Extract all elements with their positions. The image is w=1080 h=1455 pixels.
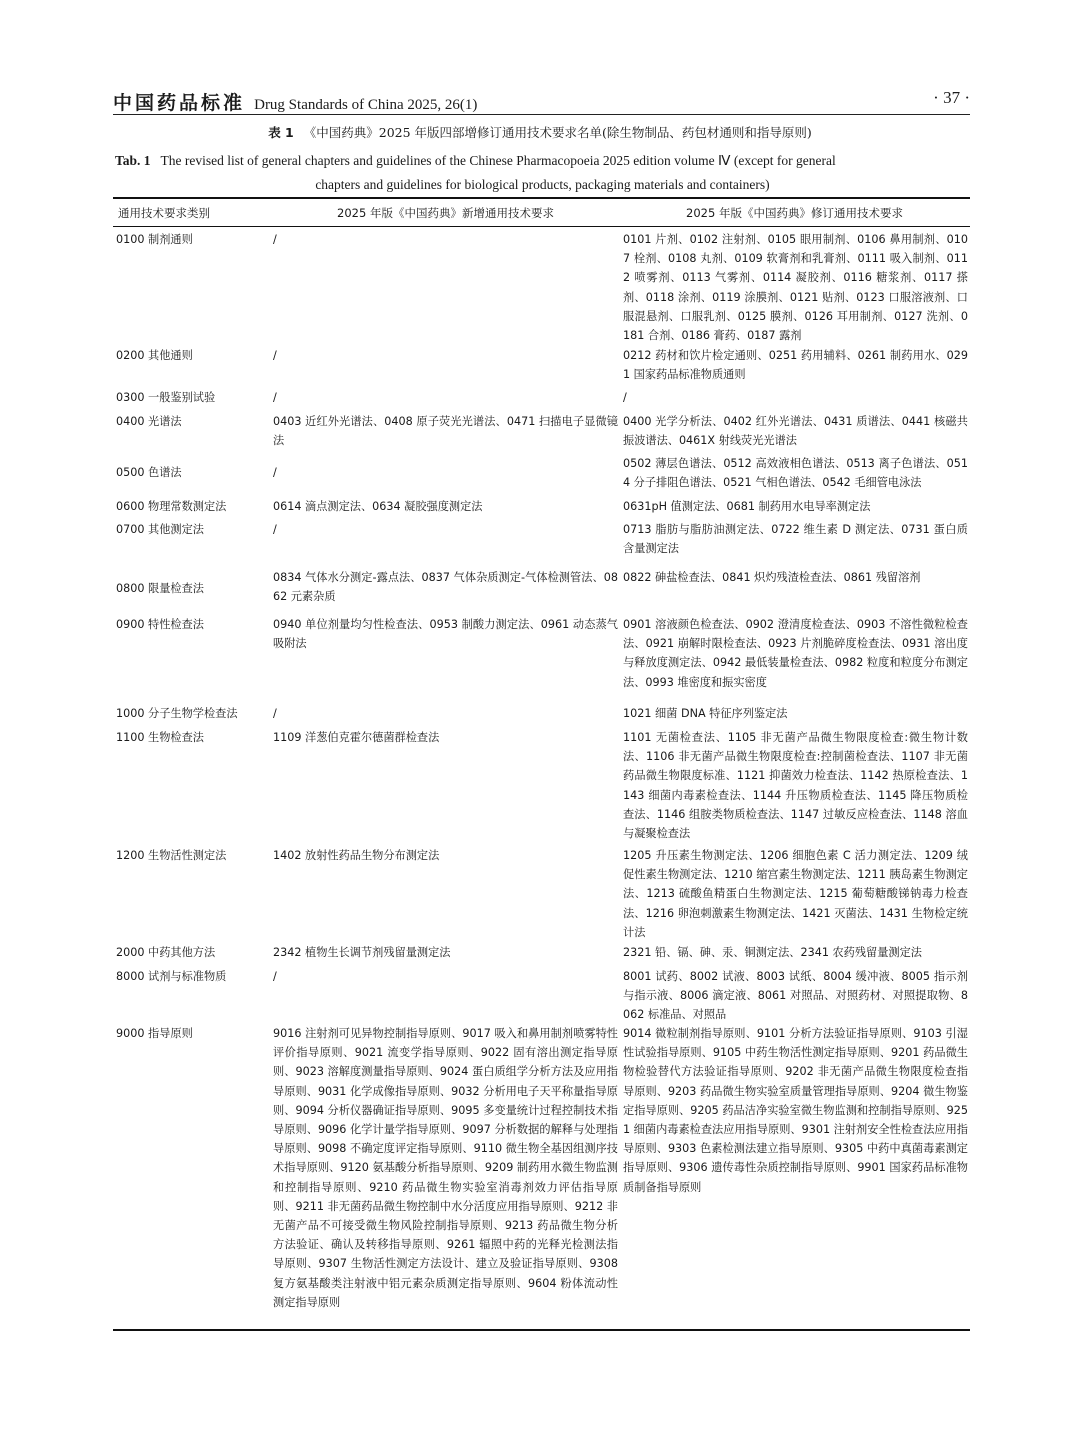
table-label-cn: 表 1	[268, 125, 294, 140]
row-7-revised: 0822 砷盐检查法、0841 炽灼残渣检查法、0861 残留溶剂	[623, 571, 921, 584]
column-header-category: 通用技术要求类别	[118, 206, 210, 220]
row-8-added: 0940 单位剂量均匀性检查法、0953 制酸力测定法、0961 动态蒸气吸附法	[273, 618, 618, 651]
row-13-revised: 8001 试药、8002 试液、8003 试纸、8004 缓冲液、8005 指示剂与指示液、8006 滴定液、8061 对照品、对照药材、对照提取物、8062 标准品、对照品	[623, 970, 968, 1022]
row-2-category: 0300 一般鉴别试验	[116, 391, 216, 404]
row-7-category: 0800 限量检查法	[116, 582, 204, 595]
table-title-en-line2: chapters and guidelines for biological products, packaging materials and containers)	[315, 177, 770, 192]
table-title-en-line1: The revised list of general chapters and guidelines of the Chinese Pharmacopoeia 2025 edition volume Ⅳ (except for general	[160, 153, 836, 168]
table-header-rule	[113, 226, 970, 227]
row-1-category: 0200 其他通则	[116, 349, 193, 362]
row-1-revised: 0212 药材和饮片检定通则、0251 药用辅料、0261 制药用水、0291 国家药品标准物质通则	[623, 349, 968, 382]
journal-title-en: Drug Standards of China 2025, 26(1)	[254, 97, 478, 113]
table-caption-cn	[0, 123, 1080, 141]
row-5-revised: 0631pH 值测定法、0681 制药用水电导率测定法	[623, 500, 871, 513]
row-4-revised: 0502 薄层色谱法、0512 高效液相色谱法、0513 离子色谱法、0514 分子排阻色谱法、0521 气相色谱法、0542 毛细管电泳法	[623, 457, 968, 490]
row-12-category: 2000 中药其他方法	[116, 946, 216, 959]
table-top-rule	[113, 197, 970, 199]
row-12-added: 2342 植物生长调节剂残留量测定法	[273, 946, 451, 959]
row-3-added: 0403 近红外光谱法、0408 原子荧光光谱法、0471 扫描电子显微镜法	[273, 415, 618, 448]
row-11-category: 1200 生物活性测定法	[116, 849, 227, 862]
row-10-added: 1109 洋葱伯克霍尔德菌群检查法	[273, 731, 440, 744]
column-header-added: 2025 年版《中国药典》新增通用技术要求	[337, 206, 554, 220]
row-0-category: 0100 制剂通则	[116, 233, 193, 246]
row-1-added: /	[273, 349, 277, 362]
row-2-revised: /	[623, 391, 627, 404]
row-13-added: /	[273, 970, 277, 983]
row-13-category: 8000 试剂与标准物质	[116, 970, 227, 983]
row-4-added: /	[273, 466, 277, 479]
row-4-category: 0500 色谱法	[116, 466, 182, 479]
journal-title	[113, 88, 477, 115]
row-14-added: 9016 注射剂可见异物控制指导原则、9017 吸入和鼻用制剂喷雾特性评价指导原则、9021 流变学指导原则、9022 固有溶出测定指导原则、9023 溶解度测量指导原则、9024 蛋白质组学分析方法及应用指导原则、9031 化学成像指导原则、9032 分析用电子天平称量指导原则、9094 分析仪器确证指导原则、9095 多变量统计过程控制技术指导原则、9096 化学计量学指导原则、9097 分析数据的解释与处理指导原则、9098 不确定度评定指导原则、9110 微生物全基因组测序技术指导原则、9120 氨基酸分析指导原则、9209 制药用水微生物监测和控制指导原则、9210 药品微生物实验室消毒剂效力评估指导原则、9211 非无菌药品微生物控制中水分活度应用指导原则、9212 非无菌产品不可接受微生物风险控制指导原则、9213 药品微生物分析方法验证、确认及转移指导原则、9261 辐照中药的光释光检测法指导原则、9307 生物活性测定方法设计、建立及验证指导原则、9308 复方氨基酸类注射液中铝元素杂质测定指导原则、9604 粉体流动性测定指导原则	[273, 1027, 618, 1309]
row-12-revised: 2321 铅、镉、砷、汞、铜测定法、2341 农药残留量测定法	[623, 946, 922, 959]
row-9-category: 1000 分子生物学检查法	[116, 707, 238, 720]
running-header	[113, 88, 970, 115]
row-10-revised: 1101 无菌检查法、1105 非无菌产品微生物限度检查:微生物计数法、1106 非无菌产品微生物限度检查:控制菌检查法、1107 非无菌药品微生物限度标准、1121 抑菌效力检查法、1142 热原检查法、1143 细菌内毒素检查法、1144 升压物质检查法、1145 降压物质检查法、1146 组胺类物质检查法、1147 过敏反应检查法、1148 溶血与凝聚检查法	[623, 731, 968, 841]
row-3-revised: 0400 光学分析法、0402 红外光谱法、0431 质谱法、0441 核磁共振波谱法、0461X 射线荧光光谱法	[623, 415, 968, 448]
table-caption-en	[115, 149, 970, 197]
row-6-category: 0700 其他测定法	[116, 523, 204, 536]
row-11-added: 1402 放射性药品生物分布测定法	[273, 849, 440, 862]
table-bottom-rule	[113, 1329, 970, 1331]
row-5-added: 0614 滴点测定法、0634 凝胶强度测定法	[273, 500, 483, 513]
row-8-revised: 0901 溶液颜色检查法、0902 澄清度检查法、0903 不溶性微粒检查法、0921 崩解时限检查法、0923 片剂脆碎度检查法、0931 溶出度与释放度测定法、0942 最低装量检查法、0982 粒度和粒度分布测定法、0993 堆密度和振实密度	[623, 618, 968, 689]
row-9-revised: 1021 细菌 DNA 特征序列鉴定法	[623, 707, 788, 720]
row-11-revised: 1205 升压素生物测定法、1206 细胞色素 C 活力测定法、1209 绒促性素生物测定法、1210 缩宫素生物测定法、1211 胰岛素生物测定法、1213 硫酸鱼精蛋白生物测定法、1215 葡萄糖酸锑钠毒力检查法、1216 卵泡刺激素生物测定法、1421 灭菌法、1431 生物检定统计法	[623, 849, 968, 939]
row-9-added: /	[273, 707, 277, 720]
row-7-added: 0834 气体水分测定-露点法、0837 气体杂质测定-气体检测管法、0862 元素杂质	[273, 571, 618, 604]
row-6-added: /	[273, 523, 277, 536]
row-2-added: /	[273, 391, 277, 404]
row-3-category: 0400 光谱法	[116, 415, 182, 428]
journal-title-cn: 中国药品标准	[113, 92, 246, 114]
row-5-category: 0600 物理常数测定法	[116, 500, 227, 513]
column-header-revised: 2025 年版《中国药典》修订通用技术要求	[686, 206, 903, 220]
table-title-cn: 《中国药典》2025 年版四部增修订通用技术要求名单(除生物制品、药包材通则和指导原则)	[303, 125, 812, 140]
table-label-en: Tab. 1	[115, 153, 151, 168]
row-10-category: 1100 生物检查法	[116, 731, 204, 744]
row-0-revised: 0101 片剂、0102 注射剂、0105 眼用制剂、0106 鼻用制剂、0107 栓剂、0108 丸剂、0109 软膏剂和乳膏剂、0111 吸入制剂、0112 喷雾剂、0113 气雾剂、0114 凝胶剂、0116 糖浆剂、0117 搽剂、0118 涂剂、0119 涂膜剂、0121 贴剂、0123 口服溶液剂、口服混悬剂、口服乳剂、0125 膜剂、0126 耳用制剂、0127 洗剂、0181 合剂、0186 膏药、0187 露剂	[623, 233, 968, 343]
row-14-revised: 9014 微粒制剂指导原则、9101 分析方法验证指导原则、9103 引湿性试验指导原则、9105 中药生物活性测定指导原则、9201 药品微生物检验替代方法验证指导原则、9202 非无菌产品微生物限度检查指导原则、9203 药品微生物实验室质量管理指导原则、9204 微生物鉴定指导原则、9205 药品洁净实验室微生物监测和控制指导原则、9251 细菌内毒素检查法应用指导原则、9301 注射剂安全性检查法应用指导原则、9303 色素检测法建立指导原则、9305 中药中真菌毒素测定指导原则、9306 遗传毒性杂质控制指导原则、9901 国家药品标准物质制备指导原则	[623, 1027, 968, 1194]
row-6-revised: 0713 脂肪与脂肪油测定法、0722 维生素 D 测定法、0731 蛋白质含量测定法	[623, 523, 968, 556]
row-14-category: 9000 指导原则	[116, 1027, 193, 1040]
row-0-added: /	[273, 233, 277, 246]
row-8-category: 0900 特性检查法	[116, 618, 204, 631]
page-number: · 37 ·	[933, 88, 970, 107]
